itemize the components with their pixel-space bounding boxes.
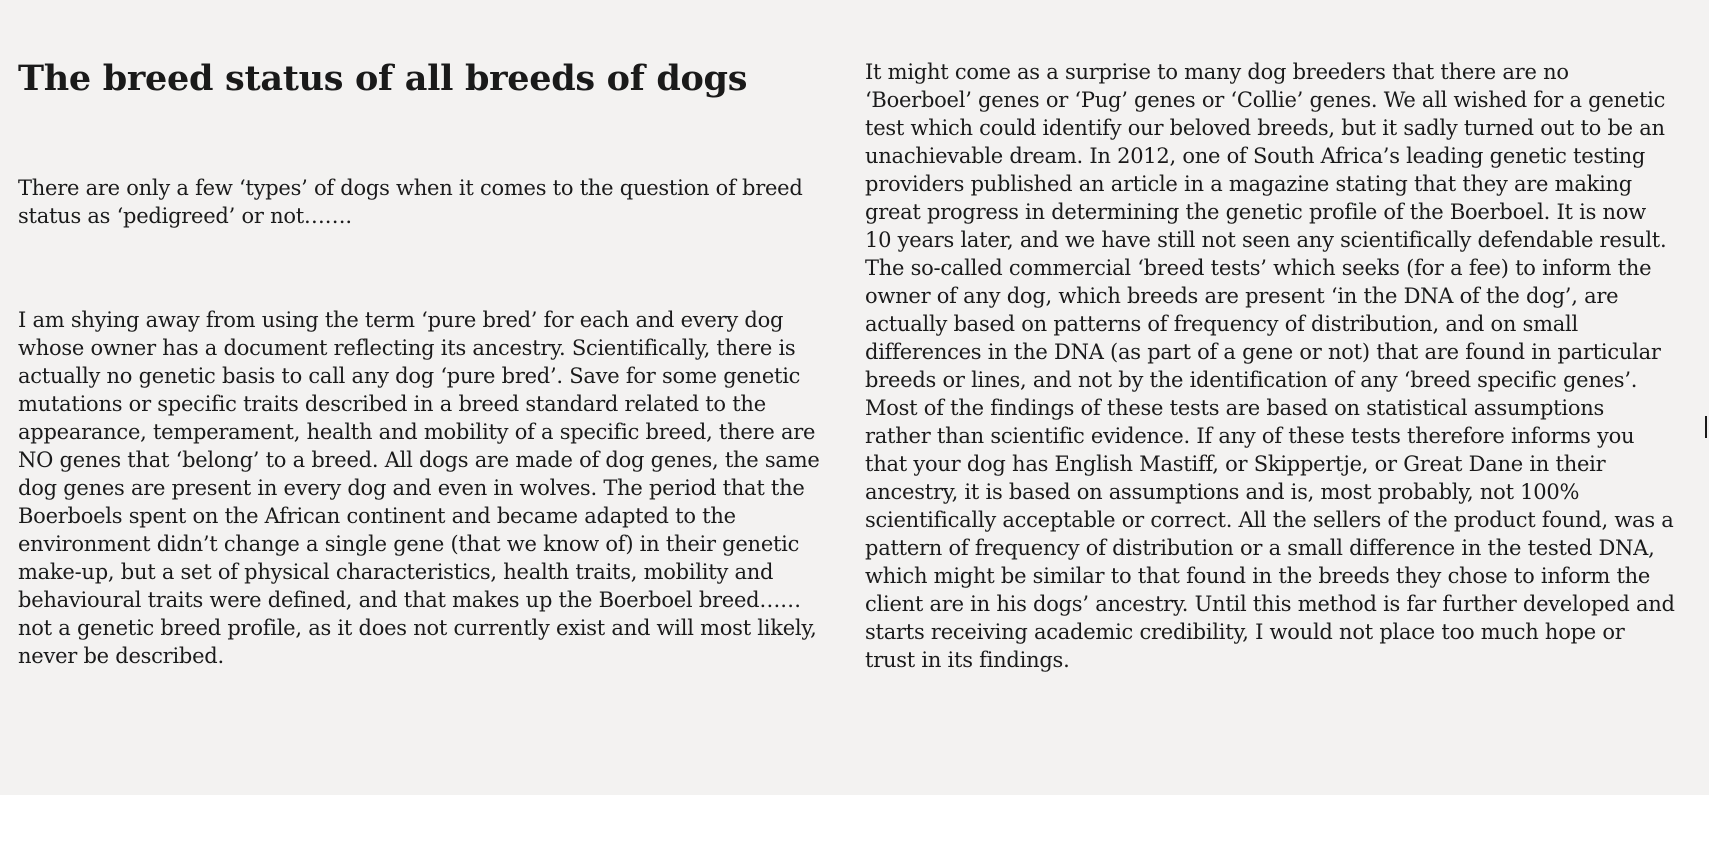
right-column — [865, 58, 1675, 674]
right-body-paragraph: It might come as a surprise to many dog breeders that there are no ‘Boerboel’ genes or ‘Pug’ genes or ‘Collie’ genes. We all wished for a genetic test which could identify our beloved breeds, but it sadly turned out to be an unachievable dream. In 2012, one of South Africa’s leading genetic testing providers published an article in a magazine stating that they are making great progress in determining the genetic profile of the Boerboel. It is now 10 years later, and we have still not seen any scientifically defendable result. The so-called commercial ‘breed tests’ which seeks (for a fee) to inform the owner of any dog, which breeds are present ‘in the DNA of the dog’, are actually based on patterns of frequency of distribution, and on small differences in the DNA (as part of a gene or not) that are found in particular breeds or lines, and not by the identification of any ‘breed specific genes’. Most of the findings of these tests are based on statistical assumptions rather than scientific evidence. If any of these tests therefore informs you that your dog has English Mastiff, or Skippertje, or Great Dane in their ancestry, it is based on assumptions and is, most probably, not 100% scientifically acceptable or correct. All the sellers of the product found, was a pattern of frequency of distribution or a small difference in the tested DNA, which might be similar to that found in the breeds they chose to inform the client are in his dogs’ ancestry. Until this method is far further developed and starts receiving academic credibility, I would not place too much hope or trust in its findings. — [865, 60, 1675, 672]
intro-paragraph: There are only a few ‘types’ of dogs when it comes to the question of breed status as ‘pedigreed’ or not……. — [18, 176, 803, 228]
article-title: The breed status of all breeds of dogs — [18, 58, 748, 99]
footer-area — [0, 795, 1709, 860]
left-column — [18, 54, 828, 670]
text-cursor-mark — [1705, 416, 1707, 438]
left-body-paragraph: I am shying away from using the term ‘pure bred’ for each and every dog whose owner has a document reflecting its ancestry. Scientifically, there is actually no genetic basis to call any dog ‘pure bred’. Save for some genetic mutations or specific traits described in a breed standard related to the appearance, temperament, health and mobility of a specific breed, there are NO genes that ‘belong’ to a breed. All dogs are made of dog genes, the same dog genes are present in every dog and even in wolves. The period that the Boerboels spent on the African continent and became adapted to the environment didn’t change a single gene (that we know of) in their genetic make-up, but a set of physical characteristics, health traits, mobility and behavioural traits were defined, and that makes up the Boerboel breed…… not a genetic breed profile, as it does not currently exist and will most likely, never be described. — [18, 308, 820, 668]
